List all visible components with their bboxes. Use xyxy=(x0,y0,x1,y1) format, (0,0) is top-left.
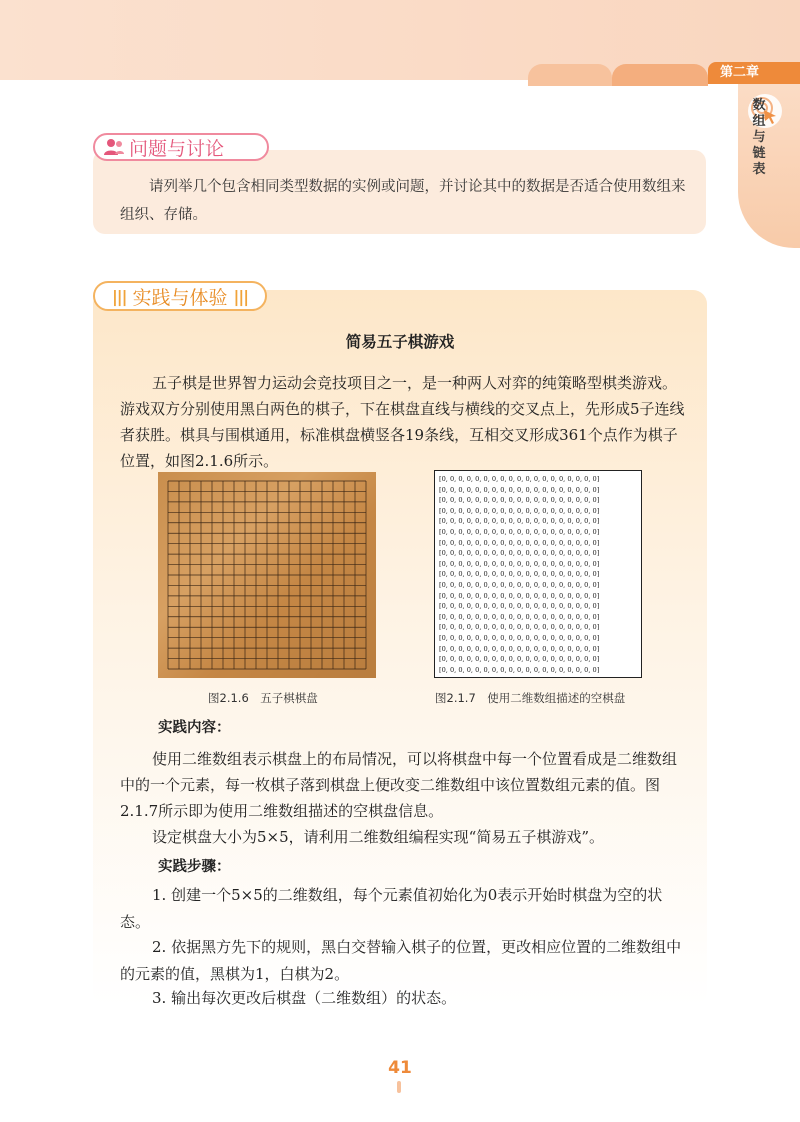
empty-board-array-figure xyxy=(434,470,642,678)
side-tab-char: 表 xyxy=(752,162,766,177)
array-row: [0, 0, 0, 0, 0, 0, 0, 0, 0, 0, 0, 0, 0, 0, 0, 0, 0, 0, 0] xyxy=(439,612,600,621)
step-1: 1. 创建一个5×5的二维数组，每个元素值初始化为0表示开始时棋盘为空的状态。 xyxy=(120,886,663,931)
side-tab-char: 数 xyxy=(752,98,766,113)
practice-label xyxy=(93,281,267,311)
array-row: [0, 0, 0, 0, 0, 0, 0, 0, 0, 0, 0, 0, 0, 0, 0, 0, 0, 0, 0] xyxy=(439,623,600,632)
header-tab-decor-2 xyxy=(612,64,708,86)
array-row: [0, 0, 0, 0, 0, 0, 0, 0, 0, 0, 0, 0, 0, 0, 0, 0, 0, 0, 0] xyxy=(439,527,600,536)
array-row: [0, 0, 0, 0, 0, 0, 0, 0, 0, 0, 0, 0, 0, 0, 0, 0, 0, 0, 0] xyxy=(439,485,600,494)
side-tab-char: 链 xyxy=(752,146,766,161)
array-row: [0, 0, 0, 0, 0, 0, 0, 0, 0, 0, 0, 0, 0, 0, 0, 0, 0, 0, 0] xyxy=(439,549,600,558)
practice-label-text: 实践与体验 xyxy=(132,286,228,309)
step-3: 3. 输出每次更改后棋盘（二维数组）的状态。 xyxy=(152,989,457,1007)
discussion-label xyxy=(93,133,269,161)
array-row: [0, 0, 0, 0, 0, 0, 0, 0, 0, 0, 0, 0, 0, 0, 0, 0, 0, 0, 0] xyxy=(439,517,600,526)
bars-icon: ||| xyxy=(111,286,127,306)
array-rows xyxy=(439,474,639,675)
intro-paragraph: 五子棋是世界智力运动会竞技项目之一，是一种两人对弈的纯策略型棋类游戏。游戏双方分别使用黑白两色的棋子，下在棋盘直线与横线的交叉点上，先形成5子连线者获胜。棋具与围棋通用，标准棋盘横竖各19条线，互相交叉形成361个点作为棋子位置，如图2.1.6所示。 xyxy=(120,374,685,470)
bars-icon: ||| xyxy=(233,286,249,306)
array-row: [0, 0, 0, 0, 0, 0, 0, 0, 0, 0, 0, 0, 0, 0, 0, 0, 0, 0, 0] xyxy=(439,559,600,568)
side-tab-char: 组 xyxy=(752,114,766,129)
people-icon xyxy=(103,138,125,156)
step-2: 2. 依据黑方先下的规则，黑白交替输入棋子的位置，更改相应位置的二维数组中的元素的值，黑棋为1，白棋为2。 xyxy=(120,938,682,983)
array-row: [0, 0, 0, 0, 0, 0, 0, 0, 0, 0, 0, 0, 0, 0, 0, 0, 0, 0, 0] xyxy=(439,644,600,653)
side-tab-title xyxy=(749,98,769,178)
discussion-text: 请列举几个包含相同类型数据的实例或问题，并讨论其中的数据是否适合使用数组来组织、存储。 xyxy=(120,179,686,223)
array-row: [0, 0, 0, 0, 0, 0, 0, 0, 0, 0, 0, 0, 0, 0, 0, 0, 0, 0, 0] xyxy=(439,633,600,642)
array-row: [0, 0, 0, 0, 0, 0, 0, 0, 0, 0, 0, 0, 0, 0, 0, 0, 0, 0, 0] xyxy=(439,602,600,611)
practice-title: 简易五子棋游戏 xyxy=(345,333,455,351)
array-row: [0, 0, 0, 0, 0, 0, 0, 0, 0, 0, 0, 0, 0, 0, 0, 0, 0, 0, 0] xyxy=(439,580,600,589)
array-row: [0, 0, 0, 0, 0, 0, 0, 0, 0, 0, 0, 0, 0, 0, 0, 0, 0, 0, 0] xyxy=(439,591,600,600)
side-tab-char: 与 xyxy=(752,130,766,145)
page-number: 41 xyxy=(388,1058,412,1078)
array-row: [0, 0, 0, 0, 0, 0, 0, 0, 0, 0, 0, 0, 0, 0, 0, 0, 0, 0, 0] xyxy=(439,665,600,674)
figure-caption-array: 图2.1.7 使用二维数组描述的空棋盘 xyxy=(435,691,626,705)
board-grid xyxy=(158,472,376,678)
steps-heading: 实践步骤： xyxy=(158,859,231,875)
content-heading: 实践内容： xyxy=(158,720,231,736)
array-row: [0, 0, 0, 0, 0, 0, 0, 0, 0, 0, 0, 0, 0, 0, 0, 0, 0, 0, 0] xyxy=(439,496,600,505)
array-row: [0, 0, 0, 0, 0, 0, 0, 0, 0, 0, 0, 0, 0, 0, 0, 0, 0, 0, 0] xyxy=(439,655,600,664)
content-paragraph-2: 设定棋盘大小为5×5，请利用二维数组编程实现“简易五子棋游戏”。 xyxy=(152,828,604,846)
header-tab-decor-1 xyxy=(528,64,612,86)
array-row: [0, 0, 0, 0, 0, 0, 0, 0, 0, 0, 0, 0, 0, 0, 0, 0, 0, 0, 0] xyxy=(439,538,600,547)
gomoku-board-image xyxy=(158,472,376,678)
array-row: [0, 0, 0, 0, 0, 0, 0, 0, 0, 0, 0, 0, 0, 0, 0, 0, 0, 0, 0] xyxy=(439,570,600,579)
chapter-tab: 第二章 xyxy=(708,62,800,84)
content-paragraph-1: 使用二维数组表示棋盘上的布局情况，可以将棋盘中每一个位置看成是二维数组中的一个元素，每一枚棋子落到棋盘上便改变二维数组中该位置数组元素的值。图2.1.7所示即为使用二维数组描述的空棋盘信息。 xyxy=(120,750,678,820)
discussion-label-text: 问题与讨论 xyxy=(129,137,225,160)
array-row: [0, 0, 0, 0, 0, 0, 0, 0, 0, 0, 0, 0, 0, 0, 0, 0, 0, 0, 0] xyxy=(439,475,600,483)
array-row: [0, 0, 0, 0, 0, 0, 0, 0, 0, 0, 0, 0, 0, 0, 0, 0, 0, 0, 0] xyxy=(439,506,600,515)
figure-caption-board: 图2.1.6 五子棋棋盘 xyxy=(208,691,318,705)
page-number-tick xyxy=(397,1081,401,1093)
